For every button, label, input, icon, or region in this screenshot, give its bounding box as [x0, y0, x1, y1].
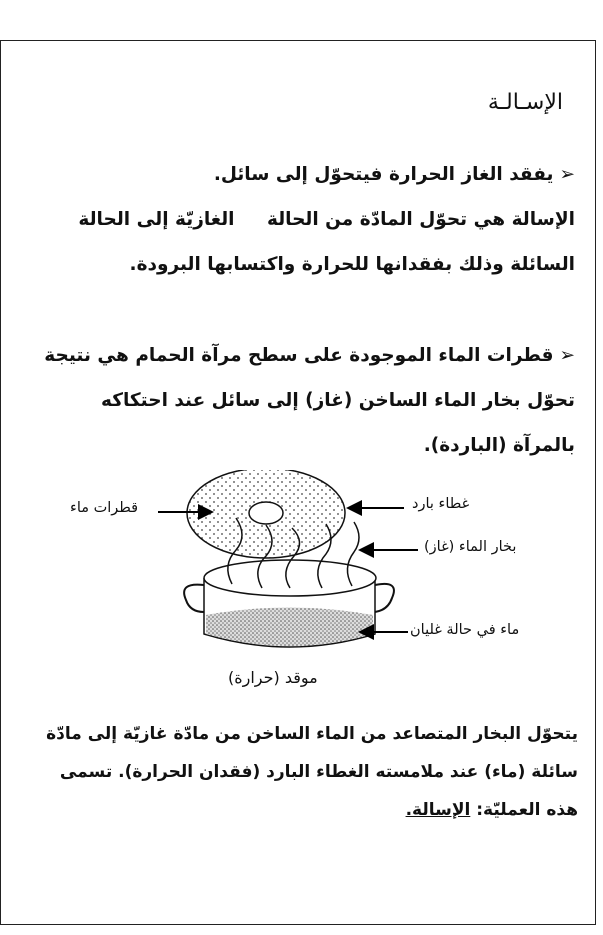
pot-handle-right [375, 584, 394, 612]
paragraph-definition [22, 152, 575, 287]
label-water-vapor: بخار الماء (غاز) [424, 539, 517, 555]
diagram-caption: موقد (حرارة) [228, 668, 318, 687]
page-title: الإسـالـة [487, 90, 563, 115]
para1-text-a: هي تحوّل المادّة من الحالة [266, 209, 506, 230]
term-liquid: السائلة [510, 254, 575, 275]
term-liquefaction: الإسالة [511, 209, 575, 230]
pot-handle-left [184, 585, 204, 612]
lid-knob [249, 502, 283, 524]
label-cold-lid: غطاء بارد [412, 496, 470, 512]
para1-text-c: وذلك بفقدانها للحرارة واكتسابها البرودة. [129, 254, 504, 275]
label-water-drops: قطرات ماء [70, 500, 139, 516]
paragraph-mirror-example [40, 333, 575, 468]
para2-text: قطرات الماء الموجودة على سطح مرآة الحمام هي نتيجة تحوّل بخار الماء الساخن (غاز) إلى سائل عند احتكاكه بالمرآة (الباردة). [44, 345, 575, 456]
label-boiling-water: ماء في حالة غليان [410, 622, 520, 638]
para1-line1: يفقد الغاز الحرارة فيتحوّل إلى سائل. [213, 164, 554, 185]
paragraph-conclusion [25, 715, 578, 829]
bullet-arrow-icon: ➢ [559, 345, 575, 366]
para1-text-b: إلى الحالة [78, 209, 169, 230]
bullet-arrow-icon: ➢ [559, 164, 575, 185]
term-liquefaction-underlined: الإسالة. [405, 800, 471, 820]
para3-text: يتحوّل البخار المتصاعد من الماء الساخن من مادّة غازيّة إلى مادّة سائلة (ماء) عند ملامسته الغطاء البارد (فقدان الحرارة). تسمى هذه العمليّة: [46, 724, 578, 820]
term-gas: الغازيّة [175, 209, 235, 230]
